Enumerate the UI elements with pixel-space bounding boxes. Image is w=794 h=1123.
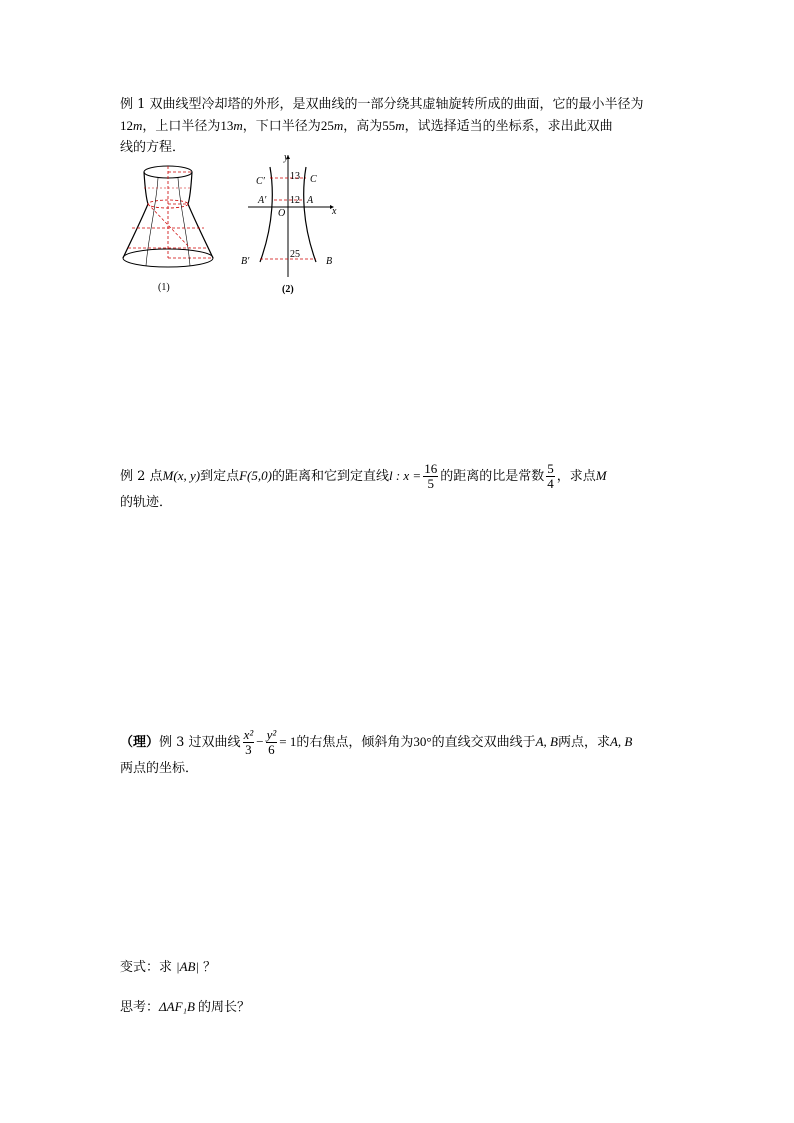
example-3-line-1: （理）例 3 过双曲线 $\frac{\text{x²}}{3}$ − $\frac{\text{y²}}{6}$ = 1的右焦点，倾斜角为30°的直线交双曲线于A, B两点，求A, B xyxy=(120,727,633,757)
y-axis-label: y xyxy=(284,152,289,163)
figure-1-caption: (1) xyxy=(158,282,170,293)
point-c-label: C xyxy=(310,174,317,185)
example-3-line-2: 两点的坐标． xyxy=(120,761,199,776)
point-c-prime-label: C′ xyxy=(256,176,265,187)
example-1 xyxy=(120,94,680,158)
point-a-prime-label: A′ xyxy=(258,195,267,206)
hyperbola-axes-figure xyxy=(238,152,348,297)
example-2-line-1: 例 2 点M(x, y)到定点F(5,0)的距离和它到定直线l : x = $\frac{16}{5}$ 的距离的比是常数 $\frac{5}{4}$ ，求点M xyxy=(120,461,607,491)
fraction-y2-6: $\frac{\text{y²}}{6}$ xyxy=(266,727,277,757)
example-2-line-2: 的轨迹． xyxy=(120,495,173,510)
radius-13-label: 13 xyxy=(290,171,300,182)
fraction-x2-3: $\frac{\text{x²}}{3}$ xyxy=(243,727,254,757)
figure-2-caption: (2) xyxy=(282,284,294,295)
example-1-line-3: 线的方程． xyxy=(120,140,186,155)
think-question: 思考：ΔAF₁B 的周长？ xyxy=(120,999,251,1015)
fraction-5-4: $\frac{5}{4}$ xyxy=(547,461,554,491)
point-b-label: B xyxy=(326,256,333,267)
example-1-line-1: 例 1 双曲线型冷却塔的外形，是双曲线的一部分绕其虚轴旋转所成的曲面，它的最小半径为 xyxy=(120,97,644,112)
x-axis-label: x xyxy=(332,206,337,217)
example-2 xyxy=(120,460,680,513)
radius-12-label: 12 xyxy=(290,195,300,206)
variant-question: 变式：求 |AB| ？ xyxy=(120,959,217,975)
radius-25-label: 25 xyxy=(290,249,300,260)
example-1-line-2: 12m，上口半径为13m，下口半径为25m，高为55m，试选择适当的坐标系，求出此双曲 xyxy=(120,118,613,134)
example-3 xyxy=(120,726,680,779)
origin-label: O xyxy=(278,208,286,219)
fraction-16-5: $\frac{16}{5}$ xyxy=(424,461,438,491)
point-b-prime-label: B′ xyxy=(241,256,250,267)
point-a-label: A xyxy=(307,195,314,206)
cooling-tower-figure xyxy=(118,158,218,293)
